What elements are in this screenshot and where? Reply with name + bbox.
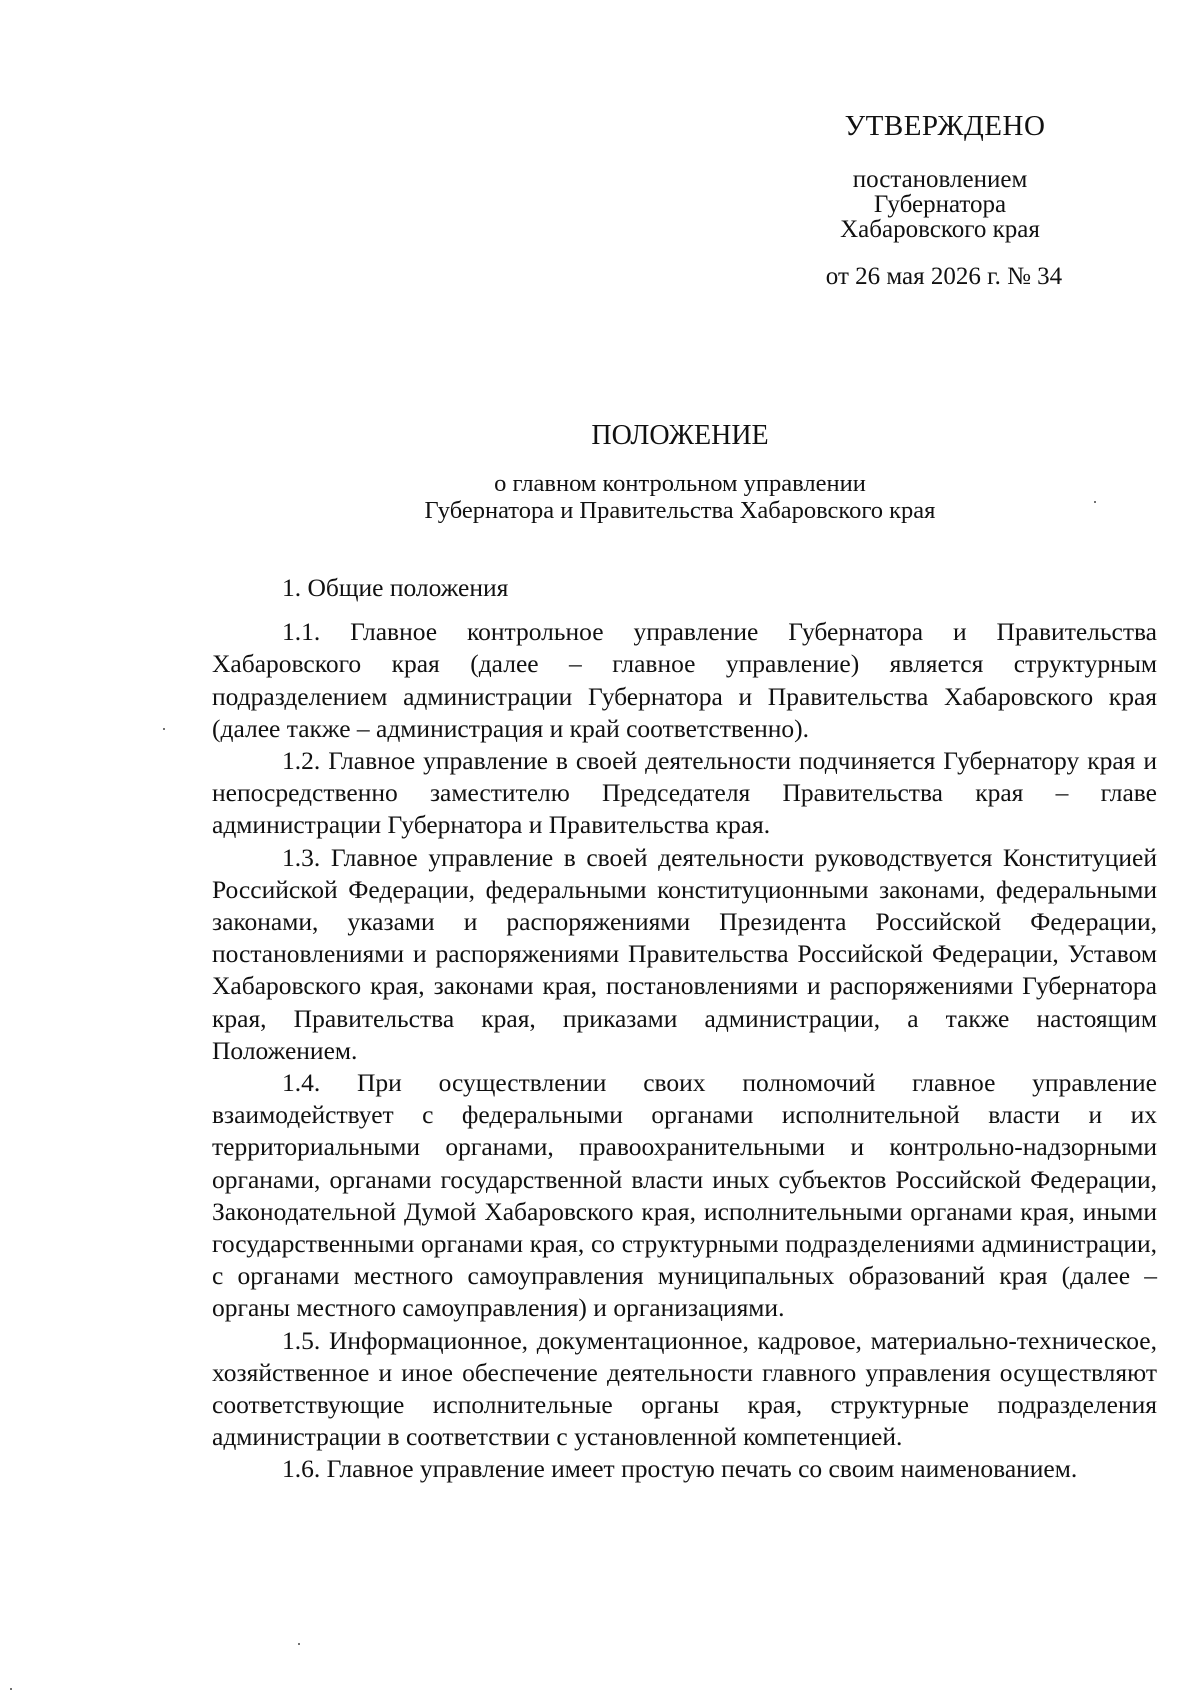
paragraph-1-6: 1.6. Главное управление имеет простую печать со своим наименованием.	[282, 1454, 1078, 1484]
paragraph-1-5: 1.5. Информационное, документационное, кадровое, материально-техническое, хозяйственное и иное обеспечение деятельности главного управления осуществляют соответствующие исполнительные органы края, структурные подразделения администрации в соответствии с установленной компетенцией.	[212, 1325, 1157, 1452]
approval-line: постановлением	[852, 166, 1028, 193]
document-subtitle-line: о главном контрольном управлении	[494, 470, 866, 497]
scan-speck	[163, 728, 165, 730]
approval-stamp	[790, 112, 1090, 289]
paragraph-1-4: 1.4. При осуществлении своих полномочий главное управление взаимодействует с федеральными органами исполнительной власти и их территориальными органами, правоохранительными и контрольно-надзорными органами, органами государственной власти иных субъектов Российской Федерации, Законодательной Думой Хабаровского края, исполнительными органами края, иными государственными органами края, со структурными подразделениями администрации, с органами местного самоуправления муниципальных образований края (далее – органы местного самоуправления) и организациями.	[212, 1068, 1157, 1323]
approval-date: от 26 мая 2026 г. № 34	[825, 263, 1063, 290]
approval-line: Хабаровского края	[840, 216, 1040, 243]
section-title: 1. Общие положения	[282, 573, 509, 602]
scan-speck	[298, 1643, 300, 1645]
paragraph-1-1: 1.1. Главное контрольное управление Губернатора и Правительства Хабаровского края (далее – главное управление) является структурным подразделением администрации Губернатора и Правительства Хабаровского края (далее также – администрация и край соответственно).	[212, 617, 1157, 743]
approval-line: Губернатора	[873, 191, 1007, 218]
scan-speck	[10, 1688, 12, 1690]
document-heading	[0, 422, 1200, 525]
document-body	[212, 572, 1157, 1486]
approval-title: УТВЕРЖДЕНО	[844, 110, 1046, 142]
document-title: ПОЛОЖЕНИЕ	[591, 420, 769, 451]
paragraph-1-3: 1.3. Главное управление в своей деятельности руководствуется Конституцией Российской Федерации, федеральными конституционными законами, федеральными законами, указами и распоряжениями Президента Российской Федерации, постановлениями и распоряжениями Правительства Российской Федерации, Уставом Хабаровского края, законами края, постановлениями и распоряжениями Губернатора края, Правительства края, приказами администрации, а также настоящим Положением.	[212, 842, 1157, 1065]
document-subtitle-line: Губернатора и Правительства Хабаровского края	[424, 497, 936, 525]
scan-speck	[1094, 501, 1096, 503]
paragraph-1-2: 1.2. Главное управление в своей деятельности подчиняется Губернатору края и непосредственно заместителю Председателя Правительства края – главе администрации Губернатора и Правительства края.	[212, 746, 1157, 840]
